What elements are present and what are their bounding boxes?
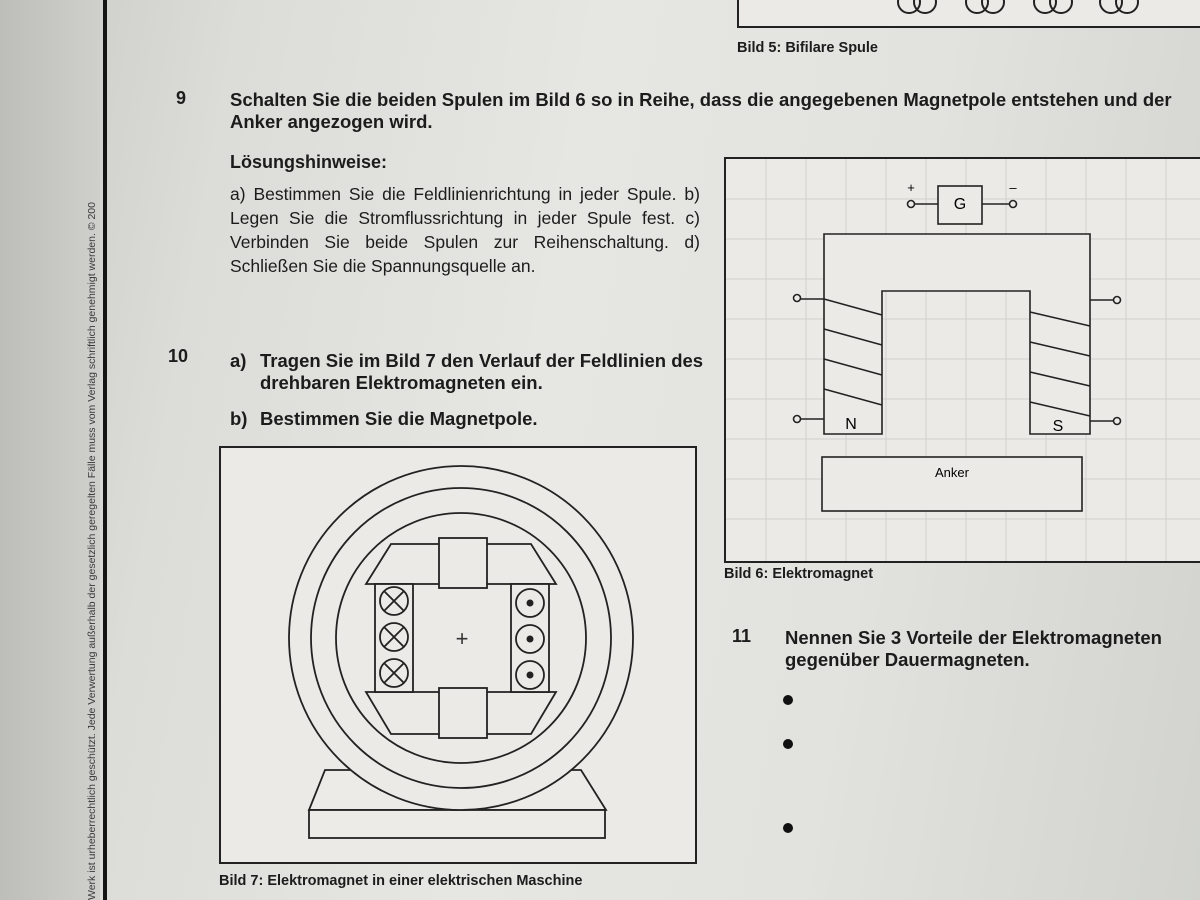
figure-7-caption: Bild 7: Elektromagnet in einer elektrischen Maschine xyxy=(219,873,583,889)
figure-5-caption: Bild 5: Bifilare Spule xyxy=(737,40,878,56)
source-symbol: G xyxy=(953,196,967,213)
figure-5-frame xyxy=(737,0,1200,28)
task-9-hints: a) Bestimmen Sie die Feldlinienrichtung in jeder Spule. b) Legen Sie die Stromflussrichtung in jeder Spule fest. c) Verbinden Sie beide Spulen zur Reihenschaltung. d) Schließen Sie die Spannungsquelle an. xyxy=(230,184,700,276)
answer-bullet xyxy=(783,695,793,705)
plus-sign: + xyxy=(907,180,915,195)
south-pole-label: S xyxy=(1052,418,1064,435)
task-11-number: 11 xyxy=(732,626,752,646)
figure-7-frame xyxy=(219,446,697,864)
margin-rule xyxy=(103,0,107,900)
figure-6-caption: Bild 6: Elektromagnet xyxy=(724,566,874,582)
rotor-center-mark: + xyxy=(455,626,469,651)
bifilar-coil-drawing xyxy=(739,0,1200,26)
pole-box-top xyxy=(439,538,487,588)
rotating-electromagnet-diagram xyxy=(221,448,695,862)
answer-bullet xyxy=(783,739,793,749)
north-pole-label: N xyxy=(845,416,857,433)
task-10a-label: a) xyxy=(230,350,247,371)
armature-label: Anker xyxy=(935,465,969,480)
figure-6-frame xyxy=(724,157,1200,563)
task-10b-text: Bestimmen Sie die Magnetpole. xyxy=(260,408,538,429)
task-9-hint-title: Lösungshinweise: xyxy=(230,152,388,172)
task-11-text: Nennen Sie 3 Vorteile der Elektromagneten gegenüber Dauermagneten. xyxy=(785,627,1162,670)
task-10-number: 10 xyxy=(168,346,189,366)
iron-core xyxy=(824,234,1090,434)
task-9-text: Schalten Sie die beiden Spulen im Bild 6 so in Reihe, dass die angegebenen Magnetpole entstehen und der Anker angezogen wird. xyxy=(230,89,1172,132)
task-10b-label: b) xyxy=(230,408,248,429)
plus-terminal xyxy=(908,201,915,208)
page-margin xyxy=(0,0,100,900)
minus-sign: – xyxy=(1009,180,1017,195)
pole-box-bottom xyxy=(439,688,487,738)
electromagnet-diagram xyxy=(726,159,1200,561)
machine-foot xyxy=(309,810,605,838)
task-10a-text: Tragen Sie im Bild 7 den Verlauf der Feldlinien des drehbaren Elektromagneten ein. xyxy=(260,350,704,393)
copyright-note: Werk ist urheberrechtlich geschützt. Jede Verwertung außerhalb der gesetzlich geregelten Fälle muss vom Verlag schriftlich genehmigt werden. © 200 xyxy=(86,202,98,900)
task-9-number: 9 xyxy=(176,88,187,108)
answer-bullet xyxy=(783,823,793,833)
minus-terminal xyxy=(1010,201,1017,208)
